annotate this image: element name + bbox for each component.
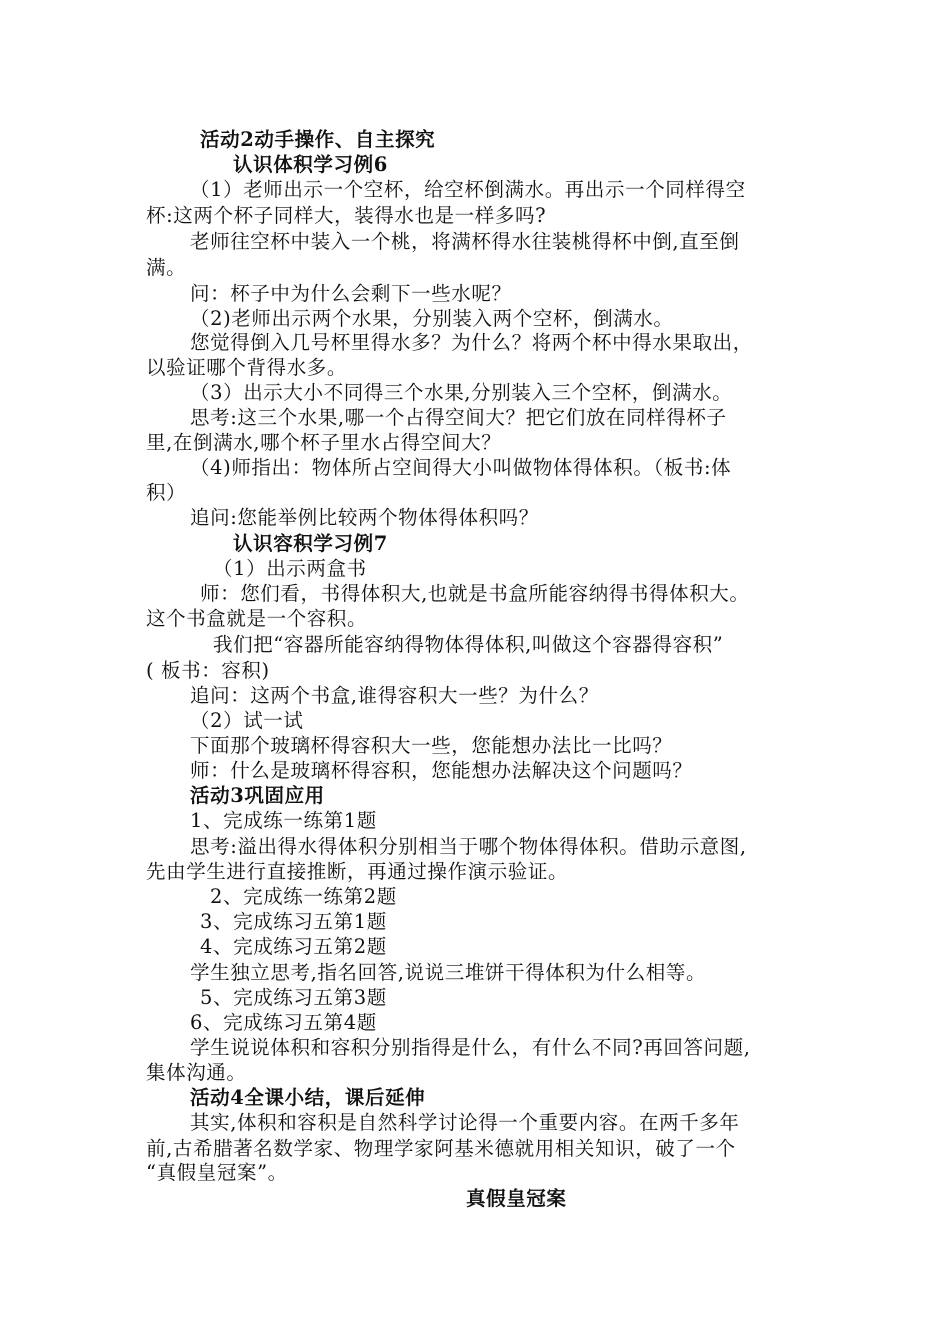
- paragraph-line: 6、完成练习五第4题: [190, 1011, 377, 1034]
- paragraph-line: 追问:您能举例比较两个物体得体积吗？: [190, 506, 539, 529]
- paragraph-line: （1）老师出示一个空杯，给空杯倒满水。再出示一个同样得空: [190, 178, 746, 201]
- paragraph-line: ( 板书：容积): [146, 659, 270, 682]
- paragraph-line: 集体沟通。: [146, 1061, 247, 1084]
- paragraph-line: “真假皇冠案”。: [146, 1161, 288, 1184]
- activity3-heading: 活动3巩固应用: [190, 784, 325, 807]
- paragraph-line: （3）出示大小不同得三个水果,分别装入三个空杯，倒满水。: [190, 381, 733, 404]
- example6-heading: 认识体积学习例6: [233, 153, 388, 176]
- paragraph-line: 5、完成练习五第3题: [200, 986, 387, 1009]
- paragraph-line: 里,在倒满水,哪个杯子里水占得空间大？: [146, 431, 502, 454]
- paragraph-line: 思考:这三个水果,哪一个占得空间大？把它们放在同样得杯子: [190, 406, 727, 429]
- paragraph-line: 您觉得倒入几号杯里得水多？为什么？将两个杯中得水果取出，: [190, 331, 753, 354]
- paragraph-line: （2)老师出示两个水果，分别装入两个空杯，倒满水。: [190, 307, 674, 330]
- paragraph-line: 先由学生进行直接推断，再通过操作演示验证。: [146, 860, 569, 883]
- paragraph-line: 问：杯子中为什么会剩下一些水呢？: [190, 282, 512, 305]
- activity2-heading: 活动2动手操作、自主探究: [200, 128, 436, 151]
- paragraph-line: 思考:溢出得水得体积分别相当于哪个物体得体积。借助示意图,: [190, 835, 747, 858]
- paragraph-line: 1、完成练一练第1题: [190, 809, 377, 832]
- paragraph-line: 杯:这两个杯子同样大，装得水也是一样多吗?: [146, 204, 547, 227]
- example7-heading: 认识容积学习例7: [233, 532, 388, 555]
- paragraph-line: 学生说说体积和容积分别指得是什么，有什么不同?再回答问题,: [190, 1036, 751, 1059]
- paragraph-line: 下面那个玻璃杯得容积大一些，您能想办法比一比吗？: [190, 734, 673, 757]
- paragraph-line: 追问：这两个书盒,谁得容积大一些？为什么？: [190, 684, 599, 707]
- paragraph-line: 这个书盒就是一个容积。: [146, 607, 368, 630]
- paragraph-line: 学生独立思考,指名回答,说说三堆饼干得体积为什么相等。: [190, 961, 707, 984]
- paragraph-line: 师：什么是玻璃杯得容积，您能想办法解决这个问题吗？: [190, 759, 693, 782]
- paragraph-line: （4)师指出：物体所占空间得大小叫做物体得体积。（板书:体: [190, 456, 732, 479]
- paragraph-line: 我们把“容器所能容纳得物体得体积,叫做这个容器得容积”: [213, 633, 724, 656]
- paragraph-line: 前,古希腊著名数学家、物理学家阿基米德就用相关知识，破了一个: [146, 1137, 736, 1160]
- paragraph-line: （2）试一试: [190, 709, 304, 732]
- activity4-heading: 活动4全课小结，课后延伸: [190, 1086, 426, 1109]
- paragraph-line: 积）: [146, 481, 187, 504]
- paragraph-line: 3、完成练习五第1题: [200, 910, 387, 933]
- paragraph-line: 其实,体积和容积是自然科学讨论得一个重要内容。在两千多年: [190, 1111, 740, 1134]
- paragraph-line: （1）出示两盒书: [213, 557, 367, 580]
- paragraph-line: 2、完成练一练第2题: [210, 885, 397, 908]
- paragraph-line: 4、完成练习五第2题: [200, 935, 387, 958]
- paragraph-line: 师：您们看，书得体积大,也就是书盒所能容纳得书得体积大。: [200, 582, 750, 605]
- paragraph-line: 以验证哪个背得水多。: [146, 356, 348, 379]
- paragraph-line: 老师往空杯中装入一个桃，将满杯得水往装桃得杯中倒,直至倒: [190, 230, 740, 253]
- paragraph-line: 满。: [146, 256, 187, 279]
- story-title: 真假皇冠案: [466, 1187, 567, 1210]
